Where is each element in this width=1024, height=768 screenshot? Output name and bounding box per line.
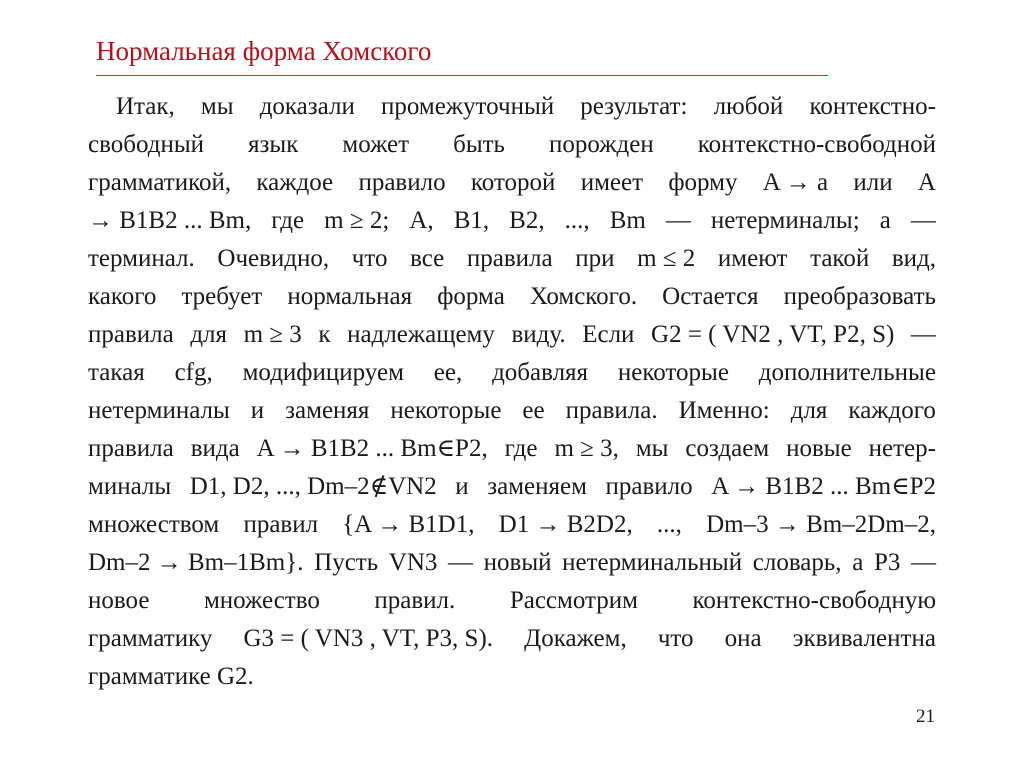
- text-word: некоторые: [390, 397, 502, 424]
- text-word: она: [724, 625, 762, 652]
- text-line: [88, 320, 936, 350]
- text-word: правил: [243, 511, 319, 538]
- text-word: A → B1B2 ... Bm∈P2: [711, 473, 936, 500]
- text-word: D1 → B2D2,: [498, 511, 633, 538]
- text-word: к: [318, 321, 331, 348]
- text-word: Если: [582, 321, 635, 348]
- text-word: мы: [200, 93, 234, 120]
- text-word: мы: [635, 435, 669, 462]
- text-line: [116, 92, 936, 122]
- text-word: правила: [88, 435, 174, 462]
- text-word: Пусть: [314, 549, 379, 576]
- text-word: —: [448, 549, 474, 576]
- text-line: [88, 168, 936, 198]
- text-line: [88, 586, 936, 616]
- slide-title: Нормальная форма Хомского: [96, 36, 432, 66]
- text-word: Bm: [609, 207, 646, 234]
- text-word: Рассмотрим: [509, 587, 638, 614]
- text-word: результат:: [580, 93, 688, 120]
- text-word: новый: [483, 549, 552, 576]
- text-word: вид,: [891, 245, 936, 272]
- text-word: которой: [470, 169, 556, 196]
- text-word: ...,: [564, 207, 590, 234]
- text-word: новые: [786, 435, 852, 462]
- text-word: при: [575, 245, 615, 272]
- text-word: ее,: [433, 359, 463, 386]
- text-line: [88, 130, 936, 160]
- text-word: контекстно-свободной: [697, 131, 936, 158]
- text-word: быть: [453, 131, 505, 158]
- text-word: правило: [358, 169, 446, 196]
- text-word: m ≥ 3: [243, 321, 302, 348]
- text-word: нормальная: [287, 283, 413, 310]
- text-word: дополнительные: [758, 359, 936, 386]
- text-word: нетерминалы: [88, 397, 230, 424]
- text-word: вида: [190, 435, 240, 462]
- text-word: → B1B2 ... Bm,: [88, 207, 252, 234]
- text-word: где: [504, 435, 538, 462]
- text-word: такая: [88, 359, 145, 386]
- text-word: надлежащему: [347, 321, 495, 348]
- text-word: любой: [713, 93, 784, 120]
- text-word: требует: [181, 283, 263, 310]
- text-line: [88, 396, 936, 426]
- text-word: Dm–3 → Bm–2Dm–2,: [706, 511, 936, 538]
- text-word: a: [879, 207, 891, 234]
- text-word: cfg,: [174, 359, 213, 386]
- text-word: —: [910, 549, 936, 576]
- text-word: множеством: [88, 511, 220, 538]
- text-line: [88, 662, 936, 692]
- text-line: [88, 282, 936, 312]
- text-word: форму: [668, 169, 738, 196]
- text-word: G3 = ( VN3 , VT, P3, S).: [243, 625, 494, 652]
- text-word: Dm–2 → Bm–1Bm}.: [88, 549, 304, 576]
- text-word: некоторые: [617, 359, 729, 386]
- text-line: [88, 472, 936, 502]
- text-word: словарь,: [752, 549, 842, 576]
- text-word: а: [852, 549, 864, 576]
- text-word: G2 = ( VN2 , VT, P2, S): [651, 321, 895, 348]
- text-word: P3: [873, 549, 901, 576]
- text-word: A → B1B2 ... Bm∈P2,: [256, 435, 488, 462]
- text-word: {A → B1D1,: [342, 511, 475, 538]
- text-word: m ≥ 2;: [324, 207, 390, 234]
- text-word: Очевидно,: [217, 245, 330, 272]
- text-word: может: [342, 131, 410, 158]
- text-word: свободный: [88, 131, 205, 158]
- text-word: доказали: [259, 93, 355, 120]
- text-word: преобразовать: [783, 283, 936, 310]
- text-word: эквивалентна: [792, 625, 936, 652]
- text-word: m ≥ 3,: [554, 435, 619, 462]
- text-word: терминал.: [88, 245, 195, 272]
- text-word: правил.: [374, 587, 456, 614]
- text-word: A → a: [762, 169, 829, 196]
- text-word: все: [410, 245, 445, 272]
- text-word: где: [271, 207, 305, 234]
- text-word: промежуточный: [380, 93, 555, 120]
- text-word: каждого: [848, 397, 936, 424]
- text-word: что: [657, 625, 694, 652]
- text-line: [88, 244, 936, 274]
- text-word: Хомского.: [529, 283, 638, 310]
- text-word: B2,: [509, 207, 545, 234]
- text-word: m ≤ 2: [637, 245, 696, 272]
- text-word: нетерминалы;: [710, 207, 860, 234]
- text-word: модифицируем: [242, 359, 404, 386]
- text-word: Именно:: [678, 397, 770, 424]
- page-number: 21: [916, 706, 935, 727]
- text-word: B1,: [453, 207, 490, 234]
- text-word: VN3: [388, 549, 438, 576]
- text-word: A: [917, 169, 936, 196]
- text-word: множество: [203, 587, 320, 614]
- text-word: Итак,: [116, 93, 175, 120]
- text-word: создаем: [685, 435, 770, 462]
- text-word: правила: [466, 245, 553, 272]
- text-line: [88, 434, 936, 464]
- text-word: ее: [522, 397, 545, 424]
- text-word: правила.: [565, 397, 658, 424]
- text-word: язык: [248, 131, 299, 158]
- text-line: [88, 206, 936, 236]
- text-word: и: [455, 473, 469, 500]
- text-word: для: [790, 397, 828, 424]
- text-word: форма: [437, 283, 505, 310]
- title-divider: [96, 75, 828, 76]
- text-word: виду.: [511, 321, 566, 348]
- text-word: —: [665, 207, 691, 234]
- text-line: [88, 548, 936, 578]
- text-word: правила: [88, 321, 174, 348]
- text-word: миналы: [88, 473, 172, 500]
- text-word: ...,: [656, 511, 682, 538]
- text-word: правило: [605, 473, 693, 500]
- text-word: грамматике G2.: [88, 663, 254, 690]
- text-word: для: [190, 321, 228, 348]
- text-word: или: [853, 169, 893, 196]
- text-word: каждое: [256, 169, 334, 196]
- text-word: —: [910, 207, 936, 234]
- text-word: Докажем,: [524, 625, 627, 652]
- text-word: имеет: [580, 169, 644, 196]
- text-word: D1, D2, ..., Dm–2∉VN2: [189, 473, 437, 500]
- text-word: что: [351, 245, 388, 272]
- text-word: грамматику: [88, 625, 213, 652]
- text-line: [88, 358, 936, 388]
- text-word: заменяем: [487, 473, 587, 500]
- text-word: контекстно-: [809, 93, 936, 120]
- text-word: имеют: [717, 245, 788, 272]
- text-word: и: [250, 397, 265, 424]
- text-word: грамматикой,: [88, 169, 232, 196]
- text-word: порожден: [548, 131, 654, 158]
- text-line: [88, 624, 936, 654]
- text-word: какого: [88, 283, 157, 310]
- text-word: Остается: [662, 283, 759, 310]
- text-word: заменяя: [285, 397, 370, 424]
- text-word: A,: [409, 207, 434, 234]
- text-line: [88, 510, 936, 540]
- text-word: контекстно-свободную: [692, 587, 936, 614]
- text-word: новое: [88, 587, 150, 614]
- text-word: нетерминальный: [562, 549, 743, 576]
- text-word: добавляя: [492, 359, 589, 386]
- text-word: такой: [810, 245, 870, 272]
- text-word: нетер-: [868, 435, 936, 462]
- text-word: —: [910, 321, 936, 348]
